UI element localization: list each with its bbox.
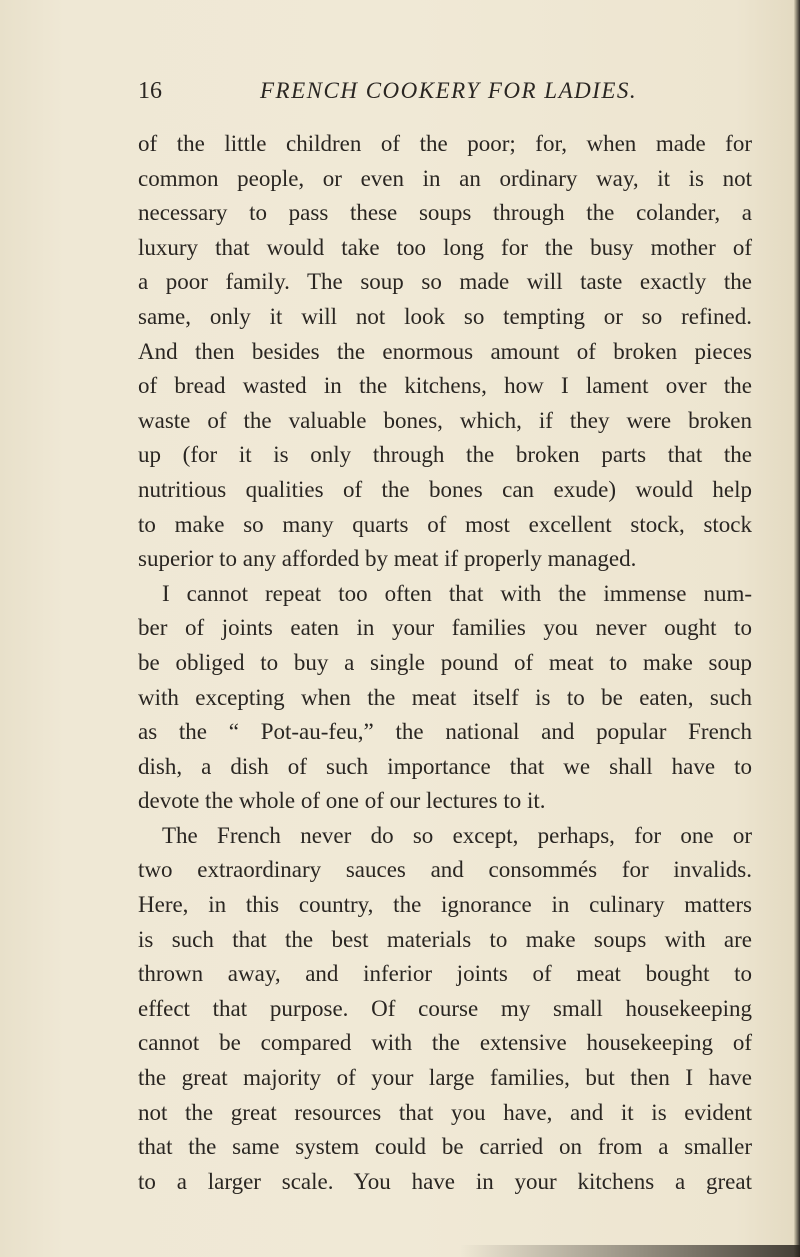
paragraph-start-line: The French never do so except, perhaps, for one or xyxy=(162,822,752,848)
paragraph-start-line: I cannot repeat too often that with the immense num- xyxy=(162,580,752,606)
text-line: two extraordinary sauces and consommés for invalids. xyxy=(138,857,752,883)
text-line: to make so many quarts of most excellent stock, stock xyxy=(138,511,752,537)
text-line: ber of joints eaten in your families you never ought to xyxy=(138,615,752,641)
text-line: luxury that would take too long for the busy mother of xyxy=(138,234,752,260)
text-line: dish, a dish of such importance that we shall have to xyxy=(138,753,752,779)
text-line: necessary to pass these soups through the colander, a xyxy=(138,200,752,226)
text-line: with excepting when the meat itself is to be eaten, such xyxy=(138,684,752,710)
text-line: common people, or even in an ordinary way, it is not xyxy=(138,165,752,191)
text-line: be obliged to buy a single pound of meat to make soup xyxy=(138,649,752,675)
page-header xyxy=(138,78,748,110)
text-line: nutritious qualities of the bones can exude) would help xyxy=(138,476,752,502)
text-line: not the great resources that you have, and it is evident xyxy=(138,1099,752,1125)
text-line: the great majority of your large families, but then I have xyxy=(138,1065,752,1091)
text-line: that the same system could be carried on from a smaller xyxy=(138,1134,752,1160)
page-number: 16 xyxy=(138,78,162,104)
text-line: superior to any afforded by meat if properly managed. xyxy=(138,546,637,572)
text-line: to a larger scale. You have in your kitchens a great xyxy=(138,1168,752,1194)
text-line: thrown away, and inferior joints of meat bought to xyxy=(138,961,752,987)
text-line: Here, in this country, the ignorance in culinary matters xyxy=(138,892,752,918)
text-line: of bread wasted in the kitchens, how I lament over the xyxy=(138,373,752,399)
text-line: same, only it will not look so tempting or so refined. xyxy=(138,303,752,329)
text-line: up (for it is only through the broken parts that the xyxy=(138,442,752,468)
text-line: waste of the valuable bones, which, if they were broken xyxy=(138,407,752,433)
text-line: And then besides the enormous amount of broken pieces xyxy=(138,338,752,364)
page-right-edge xyxy=(794,0,800,1257)
running-title: FRENCH COOKERY FOR LADIES. xyxy=(260,78,638,103)
text-line: cannot be compared with the extensive housekeeping of xyxy=(138,1030,752,1056)
text-line: is such that the best materials to make soups with are xyxy=(138,926,752,952)
text-line: devote the whole of one of our lectures to it. xyxy=(138,788,546,814)
text-line: a poor family. The soup so made will taste exactly the xyxy=(138,269,752,295)
text-line: as the “ Pot-au-feu,” the national and popular French xyxy=(138,719,752,745)
body-text xyxy=(138,127,752,1199)
text-line: effect that purpose. Of course my small housekeeping xyxy=(138,995,752,1021)
page-bottom-shadow xyxy=(460,1245,800,1257)
text-line: of the little children of the poor; for, when made for xyxy=(138,131,752,156)
